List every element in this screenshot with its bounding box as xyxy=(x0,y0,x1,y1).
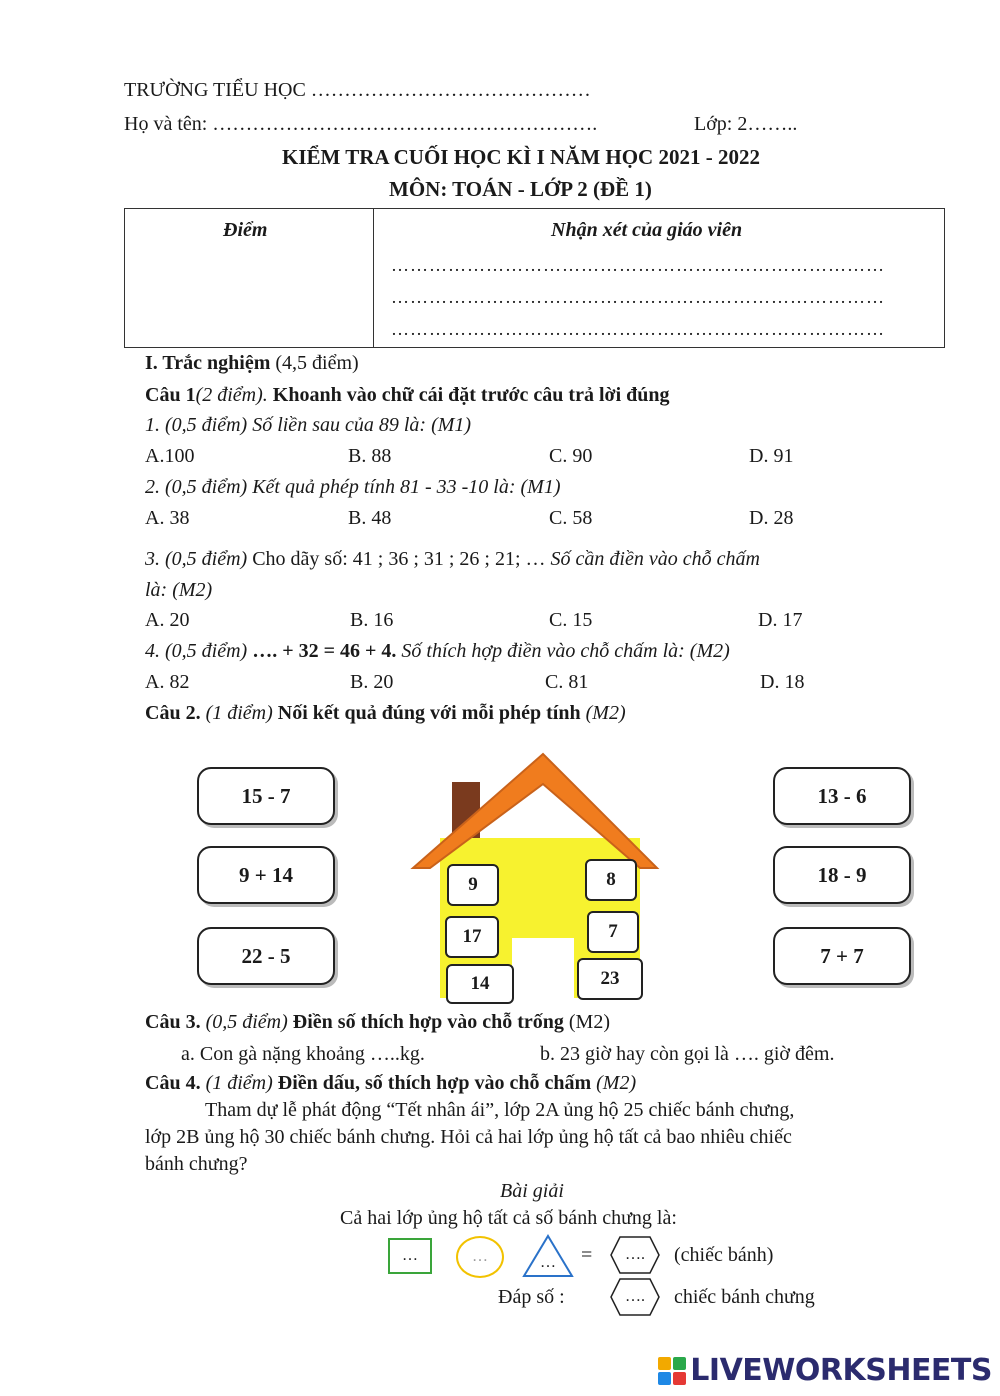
q1-item4-option-d[interactable]: D. 18 xyxy=(760,671,805,693)
answer-triangle-text: … xyxy=(540,1254,556,1271)
section-1-heading xyxy=(145,352,359,375)
house-number-3[interactable]: 17 xyxy=(445,916,499,958)
name-line: Họ và tên: …………………………………………………. xyxy=(124,113,598,135)
q1-item4-prompt xyxy=(145,640,730,663)
q4-paragraph-line-2: lớp 2B ủng hộ 30 chiếc bánh chưng. Hỏi cả hai lớp ủng hộ tất cả bao nhiêu chiếc xyxy=(145,1126,792,1148)
comment-line-1: …………………………………………………………………… xyxy=(391,255,885,275)
exam-subtitle: MÔN: TOÁN - LỚP 2 (ĐỀ 1) xyxy=(389,177,652,201)
exam-title: KIỂM TRA CUỐI HỌC KÌ I NĂM HỌC 2021 - 2022 xyxy=(282,145,760,169)
q1-item1-option-b[interactable]: B. 88 xyxy=(348,445,392,467)
house-number-5[interactable]: 14 xyxy=(446,964,514,1004)
unit-label-2: chiếc bánh chưng xyxy=(674,1286,815,1308)
q1-item3-prompt xyxy=(145,548,760,571)
unit-label-1: (chiếc bánh) xyxy=(674,1244,774,1266)
q3-instruction: Điền số thích hợp vào chỗ trống xyxy=(292,1011,564,1033)
q1-label: Câu 1 xyxy=(145,384,196,406)
q4-paragraph-line-3: bánh chưng? xyxy=(145,1153,248,1175)
q1-item3-option-c[interactable]: C. 15 xyxy=(549,609,593,631)
q3-heading xyxy=(145,1011,610,1034)
school-line: TRƯỜNG TIỂU HỌC …………………………………… xyxy=(124,79,591,101)
q3-points: (0,5 điểm) xyxy=(205,1011,288,1033)
q1-item2-option-a[interactable]: A. 38 xyxy=(145,507,190,529)
liveworksheets-logo-icon xyxy=(658,1357,686,1385)
q1-item4-option-c[interactable]: C. 81 xyxy=(545,671,589,693)
q4-points: (1 điểm) xyxy=(205,1072,273,1094)
q4-heading xyxy=(145,1072,636,1095)
q1-item3-option-a[interactable]: A. 20 xyxy=(145,609,190,631)
q1-item3-prompt-a: 3. (0,5 điểm) xyxy=(145,548,248,570)
q1-item4-option-b[interactable]: B. 20 xyxy=(350,671,394,693)
q1-item2-option-c[interactable]: C. 58 xyxy=(549,507,593,529)
q1-item3-prompt-c: Số cần điền vào chỗ chấm xyxy=(550,548,760,570)
q2-points: (1 điểm) xyxy=(205,702,273,724)
q2-heading xyxy=(145,702,626,725)
solution-line: Cả hai lớp ủng hộ tất cả số bánh chưng là: xyxy=(340,1207,677,1229)
q1-heading xyxy=(145,384,670,407)
q1-item2-option-b[interactable]: B. 48 xyxy=(348,507,392,529)
q4-instruction: Điền dấu, số thích hợp vào chỗ chấm xyxy=(277,1072,592,1094)
answer-hexagon-1-text: …. xyxy=(625,1246,645,1263)
q1-item3-option-b[interactable]: B. 16 xyxy=(350,609,394,631)
house-number-2[interactable]: 8 xyxy=(585,859,637,901)
house-number-1[interactable]: 9 xyxy=(447,864,499,906)
equals-sign: = xyxy=(581,1244,593,1266)
q1-item3-prompt-b: Cho dãy số: 41 ; 36 ; 31 ; 26 ; 21; … xyxy=(252,548,546,570)
q1-item2-prompt: 2. (0,5 điểm) Kết quả phép tính 81 - 33 -10 là: (M1) xyxy=(145,476,561,498)
q1-points: (2 điểm). xyxy=(195,384,268,406)
q4-paragraph-line-1: Tham dự lễ phát động “Tết nhân ái”, lớp 2A ủng hộ 25 chiếc bánh chưng, xyxy=(205,1099,795,1121)
score-header: Điểm xyxy=(223,219,268,241)
liveworksheets-logo xyxy=(658,1353,992,1388)
q1-instruction: Khoanh vào chữ cái đặt trước câu trả lời đúng xyxy=(272,384,670,406)
answer-hexagon-2-text: …. xyxy=(625,1288,645,1305)
q4-level: (M2) xyxy=(596,1072,637,1094)
expr-right-1[interactable]: 13 - 6 xyxy=(773,767,911,825)
q1-item2-option-d[interactable]: D. 28 xyxy=(749,507,794,529)
final-answer-label: Đáp số : xyxy=(498,1286,565,1308)
house-number-4[interactable]: 7 xyxy=(587,911,639,953)
q1-item4-prompt-b: …. + 32 = 46 + 4. xyxy=(252,640,397,662)
comment-header: Nhận xét của giáo viên xyxy=(551,219,743,241)
house-number-6[interactable]: 23 xyxy=(577,958,643,1000)
q1-item3-prompt-d: là: (M2) xyxy=(145,579,213,601)
q1-item4-option-a[interactable]: A. 82 xyxy=(145,671,190,693)
section-1-title: I. Trắc nghiệm xyxy=(145,352,271,374)
expr-right-3[interactable]: 7 + 7 xyxy=(773,927,911,985)
score-table xyxy=(124,208,945,348)
q1-item1-prompt: 1. (0,5 điểm) Số liền sau của 89 là: (M1) xyxy=(145,414,472,436)
q1-item3-option-d[interactable]: D. 17 xyxy=(758,609,803,631)
q3-label: Câu 3. xyxy=(145,1011,201,1033)
expr-left-1[interactable]: 15 - 7 xyxy=(197,767,335,825)
q1-item1-option-a[interactable]: A.100 xyxy=(145,445,195,467)
comment-line-2: …………………………………………………………………… xyxy=(391,287,885,307)
expr-right-2[interactable]: 18 - 9 xyxy=(773,846,911,904)
solution-title: Bài giải xyxy=(500,1180,564,1202)
q3-part-b: b. 23 giờ hay còn gọi là …. giờ đêm. xyxy=(540,1043,835,1065)
expr-left-3[interactable]: 22 - 5 xyxy=(197,927,335,985)
answer-box-text: … xyxy=(402,1247,418,1264)
q1-item4-prompt-a: 4. (0,5 điểm) xyxy=(145,640,248,662)
q4-label: Câu 4. xyxy=(145,1072,201,1094)
q1-item1-option-d[interactable]: D. 91 xyxy=(749,445,794,467)
section-1-points: (4,5 điểm) xyxy=(275,352,359,374)
q3-level: (M2) xyxy=(568,1011,610,1033)
expr-left-2[interactable]: 9 + 14 xyxy=(197,846,335,904)
q3-part-a: a. Con gà nặng khoảng …..kg. xyxy=(181,1043,425,1065)
liveworksheets-logo-text: LIVEWORKSHEETS xyxy=(690,1353,992,1388)
q2-level: (M2) xyxy=(585,702,626,724)
class-line: Lớp: 2…….. xyxy=(694,113,798,135)
q1-item1-option-c[interactable]: C. 90 xyxy=(549,445,593,467)
q2-label: Câu 2. xyxy=(145,702,201,724)
answer-circle-text: … xyxy=(472,1248,488,1265)
comment-line-3: …………………………………………………………………… xyxy=(391,319,885,339)
q1-item4-prompt-c: Số thích hợp điền vào chỗ chấm là: (M2) xyxy=(401,640,730,662)
q2-instruction: Nối kết quả đúng với mỗi phép tính xyxy=(277,702,581,724)
